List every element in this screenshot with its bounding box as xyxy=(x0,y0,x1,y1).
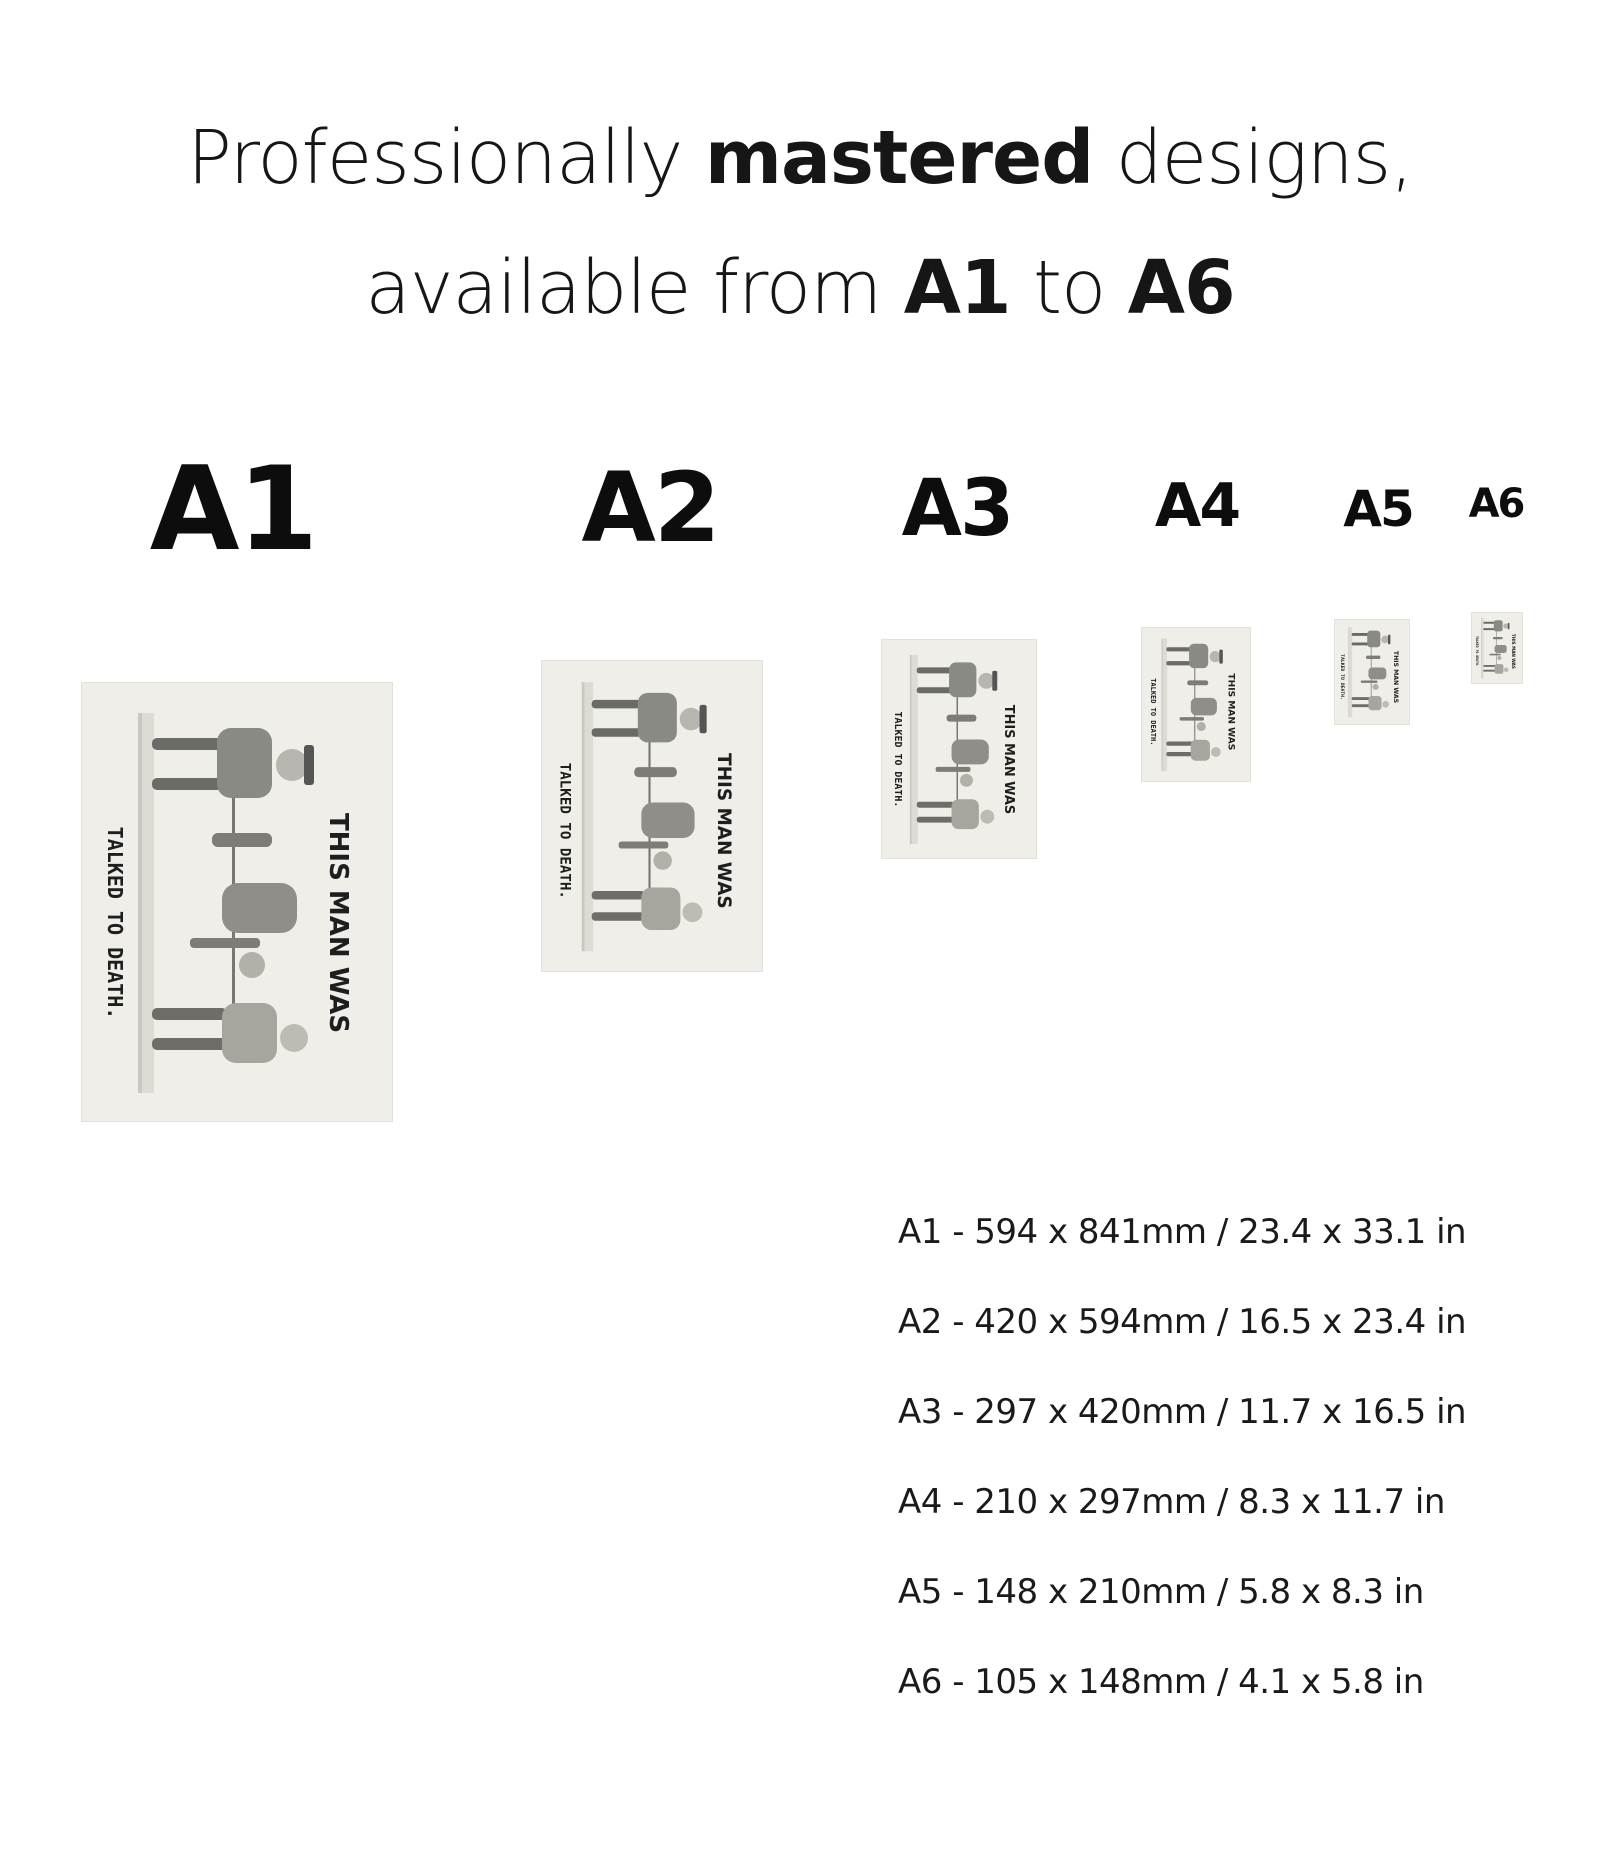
poster-preview-a6 xyxy=(1472,613,1522,683)
size-label-a1: A1 xyxy=(149,442,317,577)
poster-title-text: THIS MAN WAS xyxy=(1225,673,1236,751)
size-label-a4: A4 xyxy=(1154,471,1240,541)
poster-preview-a4 xyxy=(1142,628,1250,781)
poster-title-text: THIS MAN WAS xyxy=(1001,704,1017,815)
poster-subtitle-text: TALKED TO DEATH. xyxy=(1149,678,1158,746)
headline-text: designs, xyxy=(1093,115,1413,201)
headline-bold-text: A1 xyxy=(903,245,1011,331)
poster-title-text: THIS MAN WAS xyxy=(1510,633,1517,669)
poster-artwork xyxy=(882,640,1036,858)
spec-a1: A1 - 594 x 841mm / 23.4 x 33.1 in xyxy=(898,1212,1467,1252)
size-label-a2: A2 xyxy=(581,452,719,564)
poster-preview-a2 xyxy=(542,661,762,971)
spec-a4: A4 - 210 x 297mm / 8.3 x 11.7 in xyxy=(898,1482,1445,1522)
poster-subtitle-text: TALKED TO DEATH. xyxy=(1475,635,1480,667)
headline-line-2 xyxy=(0,245,1600,331)
spec-a2: A2 - 420 x 594mm / 16.5 x 23.4 in xyxy=(898,1302,1467,1342)
size-label-a3: A3 xyxy=(901,464,1013,554)
headline-text: to xyxy=(1010,245,1128,331)
poster-preview-a3 xyxy=(882,640,1036,858)
headline-text: Professionally xyxy=(187,115,705,201)
poster-artwork xyxy=(1142,628,1250,781)
spec-a5: A5 - 148 x 210mm / 5.8 x 8.3 in xyxy=(898,1572,1424,1612)
poster-preview-a1 xyxy=(82,683,392,1121)
poster-artwork xyxy=(1335,620,1409,724)
poster-title-text: THIS MAN WAS xyxy=(1392,650,1400,704)
poster-artwork xyxy=(82,683,392,1121)
headline-bold-text: mastered xyxy=(704,115,1094,201)
poster-preview-a5 xyxy=(1335,620,1409,724)
poster-title-text: THIS MAN WAS xyxy=(712,753,735,909)
headline-text: available from xyxy=(365,245,904,331)
poster-title-text: THIS MAN WAS xyxy=(323,812,353,1034)
headline-bold-text: A6 xyxy=(1127,245,1235,331)
poster-subtitle-text: TALKED TO DEATH. xyxy=(891,711,903,808)
poster-subtitle-text: TALKED TO DEATH. xyxy=(556,762,573,899)
poster-artwork xyxy=(542,661,762,971)
headline-line-1 xyxy=(0,115,1600,201)
poster-artwork xyxy=(1472,613,1522,683)
spec-a6: A6 - 105 x 148mm / 4.1 x 5.8 in xyxy=(898,1662,1424,1702)
size-label-a6: A6 xyxy=(1468,481,1524,527)
spec-a3: A3 - 297 x 420mm / 11.7 x 16.5 in xyxy=(898,1392,1467,1432)
poster-subtitle-text: TALKED TO DEATH. xyxy=(1339,654,1345,700)
size-label-a5: A5 xyxy=(1343,480,1413,538)
poster-subtitle-text: TALKED TO DEATH. xyxy=(103,826,127,1020)
